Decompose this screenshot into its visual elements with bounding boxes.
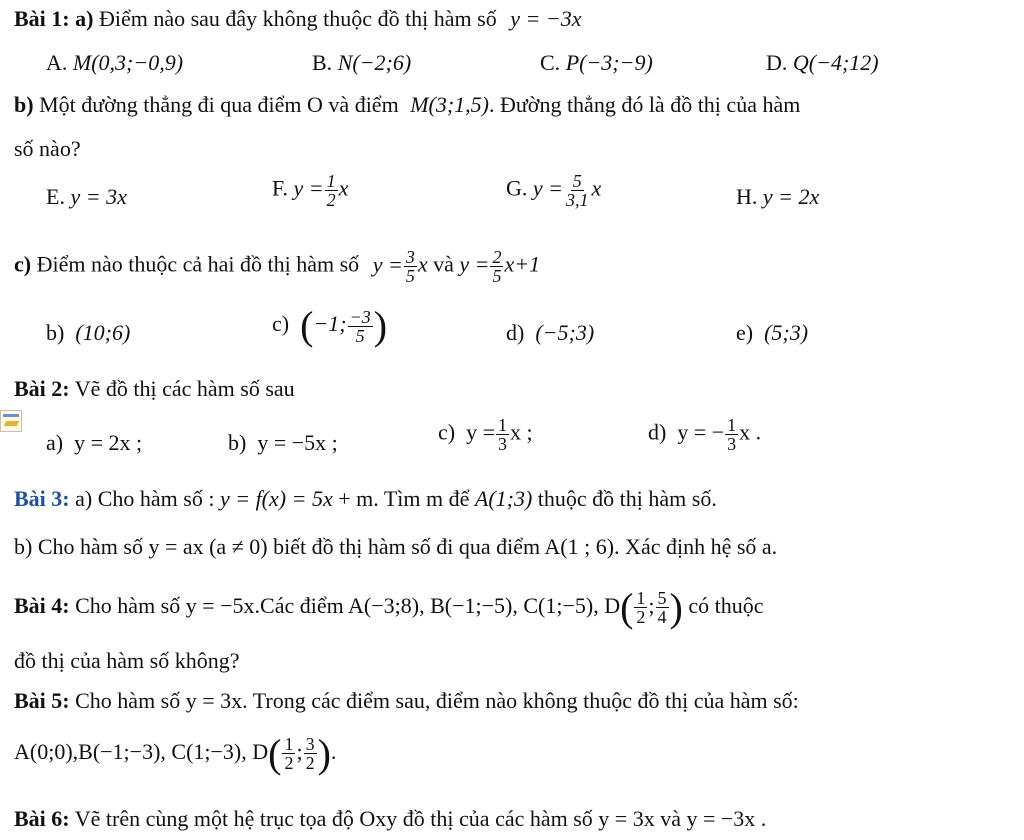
fraction	[348, 308, 373, 345]
c-f1-pre: y =	[372, 251, 403, 277]
denominator: 2	[305, 753, 315, 774]
b2-label: Bài 2:	[14, 376, 70, 401]
fraction	[304, 735, 317, 772]
denominator: 3	[727, 434, 737, 454]
right-paren: )	[373, 303, 388, 348]
opt-letter: b)	[228, 430, 247, 455]
b1-opt-g	[506, 172, 601, 209]
b1-a-text: Điểm nào sau đây không thuộc đồ thị hàm số	[98, 6, 497, 31]
opt-letter: a)	[46, 430, 64, 455]
opt-letter: H.	[736, 184, 758, 209]
b1-label: Bài 1:	[14, 6, 70, 31]
fraction	[282, 735, 295, 772]
numerator: 5	[657, 588, 667, 609]
b1-c-part: c)	[14, 251, 32, 277]
b5-line	[14, 686, 1014, 716]
b1-c-opt-d	[506, 318, 594, 348]
b1-c-opt-b	[46, 318, 130, 348]
opt-pre: y =	[293, 175, 324, 201]
b1-opt-c	[540, 48, 653, 78]
b1-c-opt-c	[272, 303, 388, 348]
b1-c-text: Điểm nào thuộc cả hai đồ thị hàm số	[36, 251, 360, 277]
opt-pre: y =	[466, 419, 496, 445]
opt-letter: F.	[272, 175, 288, 201]
opt-letter: d)	[648, 419, 667, 445]
denominator: 3	[498, 434, 508, 454]
numerator: 1	[727, 415, 737, 435]
b1-c-opt-e	[736, 318, 808, 348]
denominator: 2	[636, 607, 646, 628]
b1-opt-b	[312, 48, 411, 78]
denominator: 5	[405, 266, 415, 286]
opt-letter: b)	[46, 320, 65, 345]
b5-end: .	[330, 739, 337, 764]
left-paren: (	[300, 303, 314, 348]
b1-c-line	[14, 248, 1014, 285]
opt-letter: e)	[736, 320, 754, 345]
b3-b-line: b) Cho hàm số y = ax (a ≠ 0) biết đồ thị hàm số đi qua điểm A(1 ; 6). Xác định hệ số a.	[14, 534, 778, 559]
left-paren: (	[620, 584, 634, 630]
opt-letter: c)	[272, 311, 290, 337]
numerator: −3	[349, 306, 371, 327]
b1-opt-a	[46, 48, 183, 78]
opt-value: P(−3;−9)	[565, 50, 653, 75]
fraction	[564, 172, 591, 209]
denominator: 5	[355, 325, 365, 346]
b3-label: Bài 3:	[14, 486, 70, 511]
numerator: 1	[326, 171, 336, 191]
c-f1-post: x	[417, 251, 428, 277]
fraction	[496, 416, 509, 453]
c-f2-post: x+1	[504, 251, 541, 277]
fraction	[325, 172, 338, 209]
opt-post: x	[591, 175, 602, 201]
opt-value: (−5;3)	[535, 320, 595, 345]
b2-opt-b	[228, 428, 338, 458]
b5-label: Bài 5:	[14, 688, 70, 713]
opt-letter: c)	[438, 419, 456, 445]
right-paren: )	[669, 584, 683, 630]
numerator: 3	[305, 734, 315, 755]
opt-post: x .	[739, 419, 762, 445]
right-paren: )	[317, 730, 331, 776]
numerator: 3	[405, 247, 415, 267]
denominator: 2	[284, 753, 294, 774]
fraction	[404, 248, 417, 285]
opt-value: Q(−4;12)	[792, 50, 879, 75]
b2-opt-d	[648, 416, 761, 453]
opt-value: y = 2x ;	[74, 430, 143, 455]
b2-line	[14, 374, 1014, 404]
b1-b-point: M(3;1,5)	[410, 92, 489, 117]
numerator: 1	[498, 415, 508, 435]
opt-value: N(−2;6)	[337, 50, 412, 75]
b2-text: Vẽ đồ thị các hàm số sau	[74, 376, 295, 401]
left-paren: (	[268, 730, 282, 776]
opt-value: y = 2x	[762, 184, 820, 209]
b6-line	[14, 804, 1014, 834]
b1-opt-d	[766, 48, 879, 78]
denominator: 3,1	[566, 190, 589, 210]
b5-text1: Cho hàm số y = 3x. Trong các điểm sau, điểm nào không thuộc đồ thị của hàm số:	[75, 688, 799, 713]
b4-label: Bài 4:	[14, 593, 70, 618]
b6-label: Bài 6:	[14, 806, 70, 831]
b4-line2: đồ thị của hàm số không?	[14, 648, 240, 673]
b1-a-func: y = −3x	[510, 6, 582, 31]
opt-value: y = 3x	[70, 184, 127, 209]
opt-value: y = −5x ;	[257, 430, 338, 455]
b5-text2: A(0;0),B(−1;−3), C(1;−3), D	[14, 739, 269, 764]
b3-a-point: A(1;3)	[474, 486, 533, 511]
separator: ;	[648, 593, 655, 618]
opt-post: x	[338, 175, 349, 201]
numerator: 1	[636, 588, 646, 609]
b1-opt-h	[736, 182, 819, 212]
opt-letter: G.	[506, 175, 528, 201]
fraction	[634, 589, 647, 626]
b3-a-func: y = f(x) = 5x	[219, 486, 333, 511]
b2-opt-c	[438, 416, 533, 453]
opt-pre: −1;	[313, 311, 347, 337]
denominator: 5	[492, 266, 502, 286]
b1-b-text2: . Đường thẳng đó là đồ thị của hàm	[489, 92, 801, 117]
opt-value: M(0,3;−0,9)	[72, 50, 184, 75]
b3-a-line	[14, 484, 1014, 514]
b2-opt-a	[46, 428, 142, 458]
opt-letter: D.	[766, 50, 788, 75]
b1-b-text1: Một đường thẳng đi qua điểm O và điểm	[39, 92, 399, 117]
denominator: 2	[326, 190, 336, 210]
opt-post: x ;	[510, 419, 533, 445]
opt-letter: d)	[506, 320, 525, 345]
b1-opt-f	[272, 172, 348, 209]
denominator: 4	[657, 607, 667, 628]
opt-letter: C.	[540, 50, 561, 75]
opt-letter: B.	[312, 50, 333, 75]
opt-letter: A.	[46, 50, 68, 75]
b4-line	[14, 584, 1014, 628]
fraction	[490, 248, 503, 285]
b1-b-part: b)	[14, 92, 34, 117]
numerator: 2	[492, 247, 502, 267]
b5-line2	[14, 730, 1014, 774]
fraction	[656, 589, 669, 626]
fraction	[725, 416, 738, 453]
note-icon[interactable]	[0, 410, 22, 432]
b1-a-line	[14, 4, 1014, 34]
b1-a-part: a)	[75, 6, 94, 31]
opt-value: (5;3)	[764, 320, 809, 345]
numerator: 1	[284, 734, 294, 755]
opt-pre: y =	[532, 175, 564, 201]
b3-a-text2: + m. Tìm m để	[338, 486, 470, 511]
b3-a-text1: a) Cho hàm số :	[75, 486, 215, 511]
opt-letter: E.	[46, 184, 65, 209]
b4-text2: có thuộc	[688, 593, 764, 618]
separator: ;	[296, 739, 303, 764]
b1-opt-e	[46, 182, 127, 212]
opt-value: (10;6)	[75, 320, 131, 345]
c-f2-pre: y =	[459, 251, 490, 277]
b4-text1: Cho hàm số y = −5x.Các điểm A(−3;8), B(−1;−5), C(1;−5), D	[75, 593, 621, 618]
opt-pre: y = −	[677, 419, 725, 445]
b6-text: Vẽ trên cùng một hệ trục tọa độ Oxy đồ thị của các hàm số y = 3x và y = −3x .	[74, 806, 767, 831]
b3-a-text3: thuộc đồ thị hàm số.	[537, 486, 717, 511]
c-and: và	[433, 251, 454, 277]
numerator: 5	[572, 171, 582, 191]
b1-b-line2: số nào?	[14, 136, 81, 161]
b1-b-line	[14, 90, 1014, 120]
